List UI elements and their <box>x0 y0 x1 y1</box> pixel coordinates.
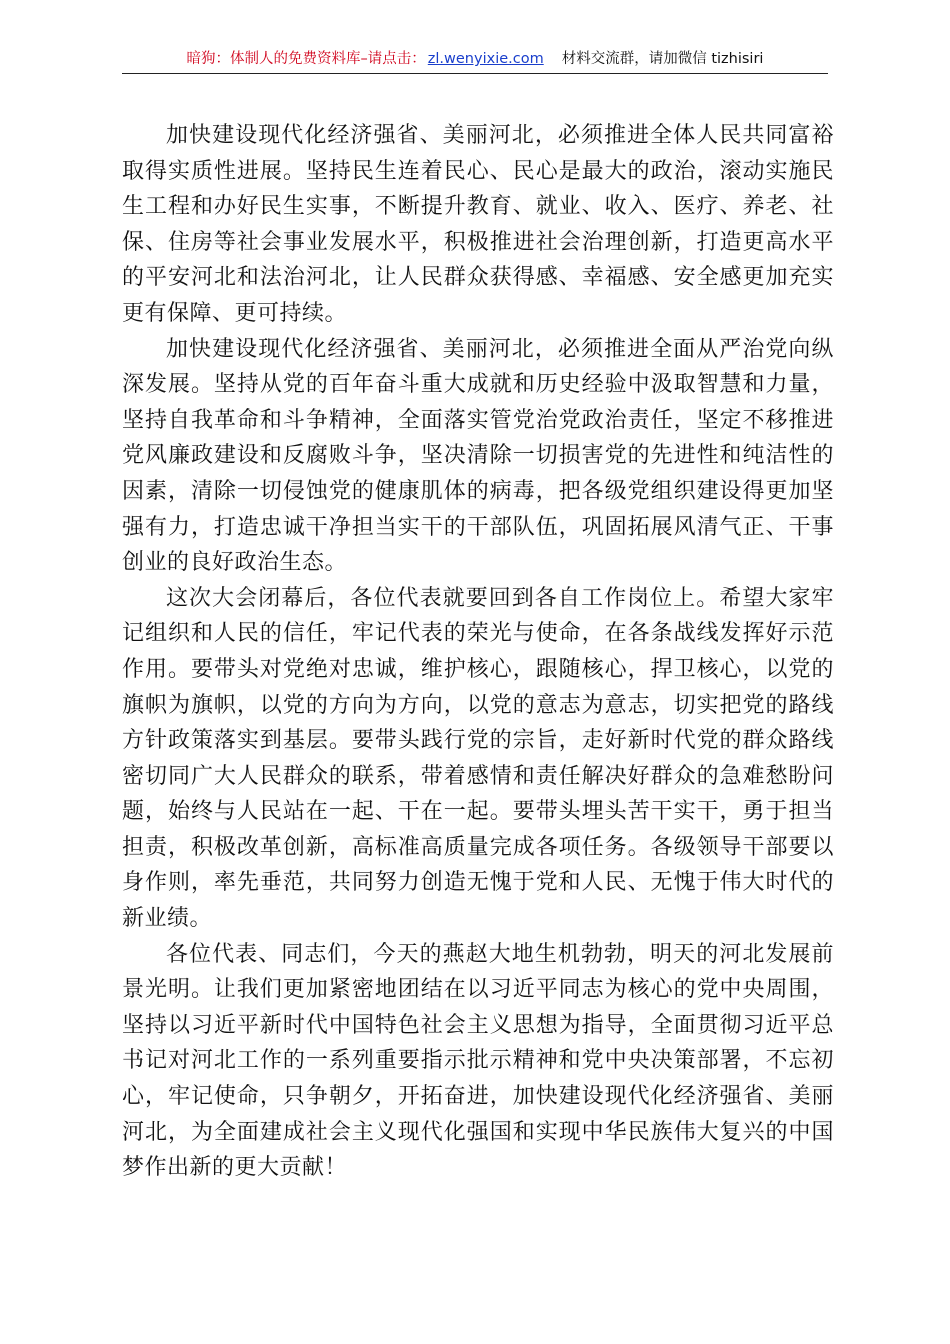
paragraph-delegates-duty: 这次大会闭幕后，各位代表就要回到各自工作岗位上。希望大家牢记组织和人民的信任，牢记代表的荣光与使命，在各条战线发挥好示范作用。要带头对党绝对忠诚，维护核心，跟随核心，捍卫核心，以党的旗帜为旗帜，以党的方向为方向，以党的意志为意志，切实把党的路线方针政策落实到基层。要带头践行党的宗旨，走好新时代党的群众路线密切同广大人民群众的联系，带着感情和责任解决好群众的急难愁盼问题，始终与人民站在一起、干在一起。要带头埋头苦干实干，勇于担当担责，积极改革创新，高标准高质量完成各项任务。各级领导干部要以身作则，率先垂范，共同努力创造无愧于党和人民、无愧于伟大时代的新业绩。 <box>122 585 834 932</box>
paragraph-closing-call: 各位代表、同志们，今天的燕赵大地生机勃勃，明天的河北发展前景光明。让我们更加紧密地团结在以习近平同志为核心的党中央周围，坚持以习近平新时代中国特色社会主义思想为指导，全面贯彻习近平总书记对河北工作的一系列重要指示批示精神和党中央决策部署，不忘初心，牢记使命，只争朝夕，开拓奋进，加快建设现代化经济强省、美丽河北，为全面建成社会主义现代化强国和实现中华民族伟大复兴的中国梦作出新的更大贡献！ <box>122 941 834 1181</box>
paragraph-common-prosperity: 加快建设现代化经济强省、美丽河北，必须推进全体人民共同富裕取得实质性进展。坚持民生连着民心、民心是最大的政治，滚动实施民生工程和办好民生实事，不断提升教育、就业、收入、医疗、养老、社保、住房等社会事业发展水平，积极推进社会治理创新，打造更高水平的平安河北和法治河北，让人民群众获得感、幸福感、安全感更加充实更有保障、更可持续。 <box>122 123 834 326</box>
header-divider <box>122 73 828 74</box>
page-header <box>122 47 828 71</box>
document-body <box>122 118 834 1186</box>
header-link[interactable]: zl.wenyixie.com <box>427 51 544 67</box>
header-brand: 暗狗：体制人的免费资料库 <box>186 51 361 67</box>
header-contact: 材料交流群，请加微信 tizhisiri <box>561 51 764 67</box>
paragraph-party-governance: 加快建设现代化经济强省、美丽河北，必须推进全面从严治党向纵深发展。坚持从党的百年奋斗重大成就和历史经验中汲取智慧和力量，坚持自我革命和斗争精神，全面落实管党治党政治责任，坚定不移推进党风廉政建设和反腐败斗争，坚决清除一切损害党的先进性和纯洁性的因素，清除一切侵蚀党的健康肌体的病毒，把各级党组织建设得更加坚强有力，打造忠诚干净担当实干的干部队伍，巩固拓展风清气正、干事创业的良好政治生态。 <box>122 336 834 576</box>
header-prompt: –请点击： <box>360 51 426 67</box>
